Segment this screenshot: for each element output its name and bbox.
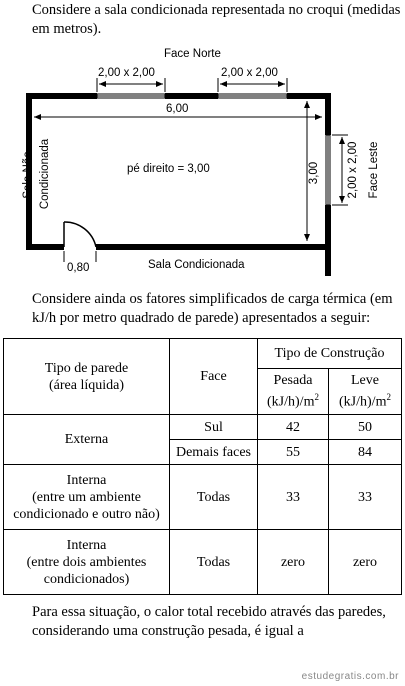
table-row bbox=[4, 465, 402, 530]
north-window-right bbox=[218, 94, 287, 98]
cell-tipo: Externa bbox=[4, 415, 170, 465]
header-tipo-construcao: Tipo de Construção bbox=[258, 339, 402, 369]
cell-leve: 33 bbox=[329, 465, 402, 530]
sala-condicionada-label: Sala Condicionada bbox=[148, 259, 245, 271]
cell-face: Todas bbox=[170, 530, 258, 595]
cell-leve: 50 bbox=[329, 415, 402, 440]
face-leste-label: Face Leste bbox=[368, 141, 380, 199]
cell-face: Todas bbox=[170, 465, 258, 530]
factors-paragraph bbox=[32, 290, 404, 328]
ceiling-height-label: pé direito = 3,00 bbox=[127, 163, 210, 175]
watermark: estudegratis.com.br bbox=[301, 671, 399, 682]
face-norte-label: Face Norte bbox=[164, 48, 221, 60]
north-wall-middle bbox=[165, 93, 218, 99]
north-window-left-label: 2,00 x 2,00 bbox=[98, 67, 155, 79]
cell-face: Sul bbox=[170, 415, 258, 440]
north-wall-left bbox=[26, 93, 97, 99]
question-line-2: considerando uma construção pesada, é igual a bbox=[32, 623, 304, 639]
header-face: Face bbox=[170, 339, 258, 415]
header-pesada: Pesada $(kJ/h)/m^2$ bbox=[258, 369, 329, 415]
east-wall-top bbox=[325, 93, 331, 135]
cell-pesada: 55 bbox=[258, 440, 329, 465]
dim-north-left bbox=[97, 78, 165, 92]
sala-nao-label-line1: Sala Não bbox=[22, 151, 34, 199]
cell-pesada: zero bbox=[258, 530, 329, 595]
south-wall-left bbox=[26, 244, 64, 250]
north-window-left bbox=[97, 94, 165, 98]
factors-line-2: kJ/h por metro quadrado de parede) apresentados a seguir: bbox=[32, 310, 371, 326]
sala-nao-label-line2: Condicionada bbox=[39, 138, 51, 210]
factors-line-1: Considere ainda os fatores simplificados de carga térmica (em bbox=[32, 291, 393, 307]
intro-line-2: em metros). bbox=[32, 21, 102, 37]
question-line-1: Para essa situação, o calor total recebido através das paredes, bbox=[32, 604, 386, 620]
cell-pesada: 42 bbox=[258, 415, 329, 440]
width-dimension-label: 6,00 bbox=[166, 103, 189, 115]
door-width-label: 0,80 bbox=[67, 262, 90, 274]
thermal-load-table bbox=[3, 338, 402, 595]
north-window-right-label: 2,00 x 2,00 bbox=[221, 67, 278, 79]
dim-north-right bbox=[218, 78, 287, 92]
table-row bbox=[4, 530, 402, 595]
north-wall-right bbox=[287, 93, 331, 99]
east-window-label: 2,00 x 2,00 bbox=[347, 141, 359, 199]
room-sketch bbox=[0, 0, 405, 290]
cell-face: Demais faces bbox=[170, 440, 258, 465]
header-tipo-parede: Tipo de parede (área líquida) bbox=[4, 339, 170, 415]
cell-leve: zero bbox=[329, 530, 402, 595]
south-wall-right bbox=[96, 244, 331, 250]
cell-tipo: Interna (entre dois ambientes condicionados) bbox=[4, 530, 170, 595]
question-paragraph bbox=[32, 603, 404, 641]
height-dimension-label: 3,00 bbox=[308, 161, 320, 185]
intro-line-1: Considere a sala condicionada representada no croqui (medidas bbox=[32, 2, 401, 18]
door bbox=[64, 222, 96, 247]
cell-pesada: 33 bbox=[258, 465, 329, 530]
cell-tipo: Interna (entre um ambiente condicionado e outro não) bbox=[4, 465, 170, 530]
east-window bbox=[326, 135, 330, 205]
header-leve: Leve $(kJ/h)/m^2$ bbox=[329, 369, 402, 415]
east-wall-bottom bbox=[325, 205, 331, 276]
walls bbox=[26, 93, 331, 276]
cell-leve: 84 bbox=[329, 440, 402, 465]
table-row bbox=[4, 415, 402, 440]
dim-door bbox=[64, 251, 96, 262]
